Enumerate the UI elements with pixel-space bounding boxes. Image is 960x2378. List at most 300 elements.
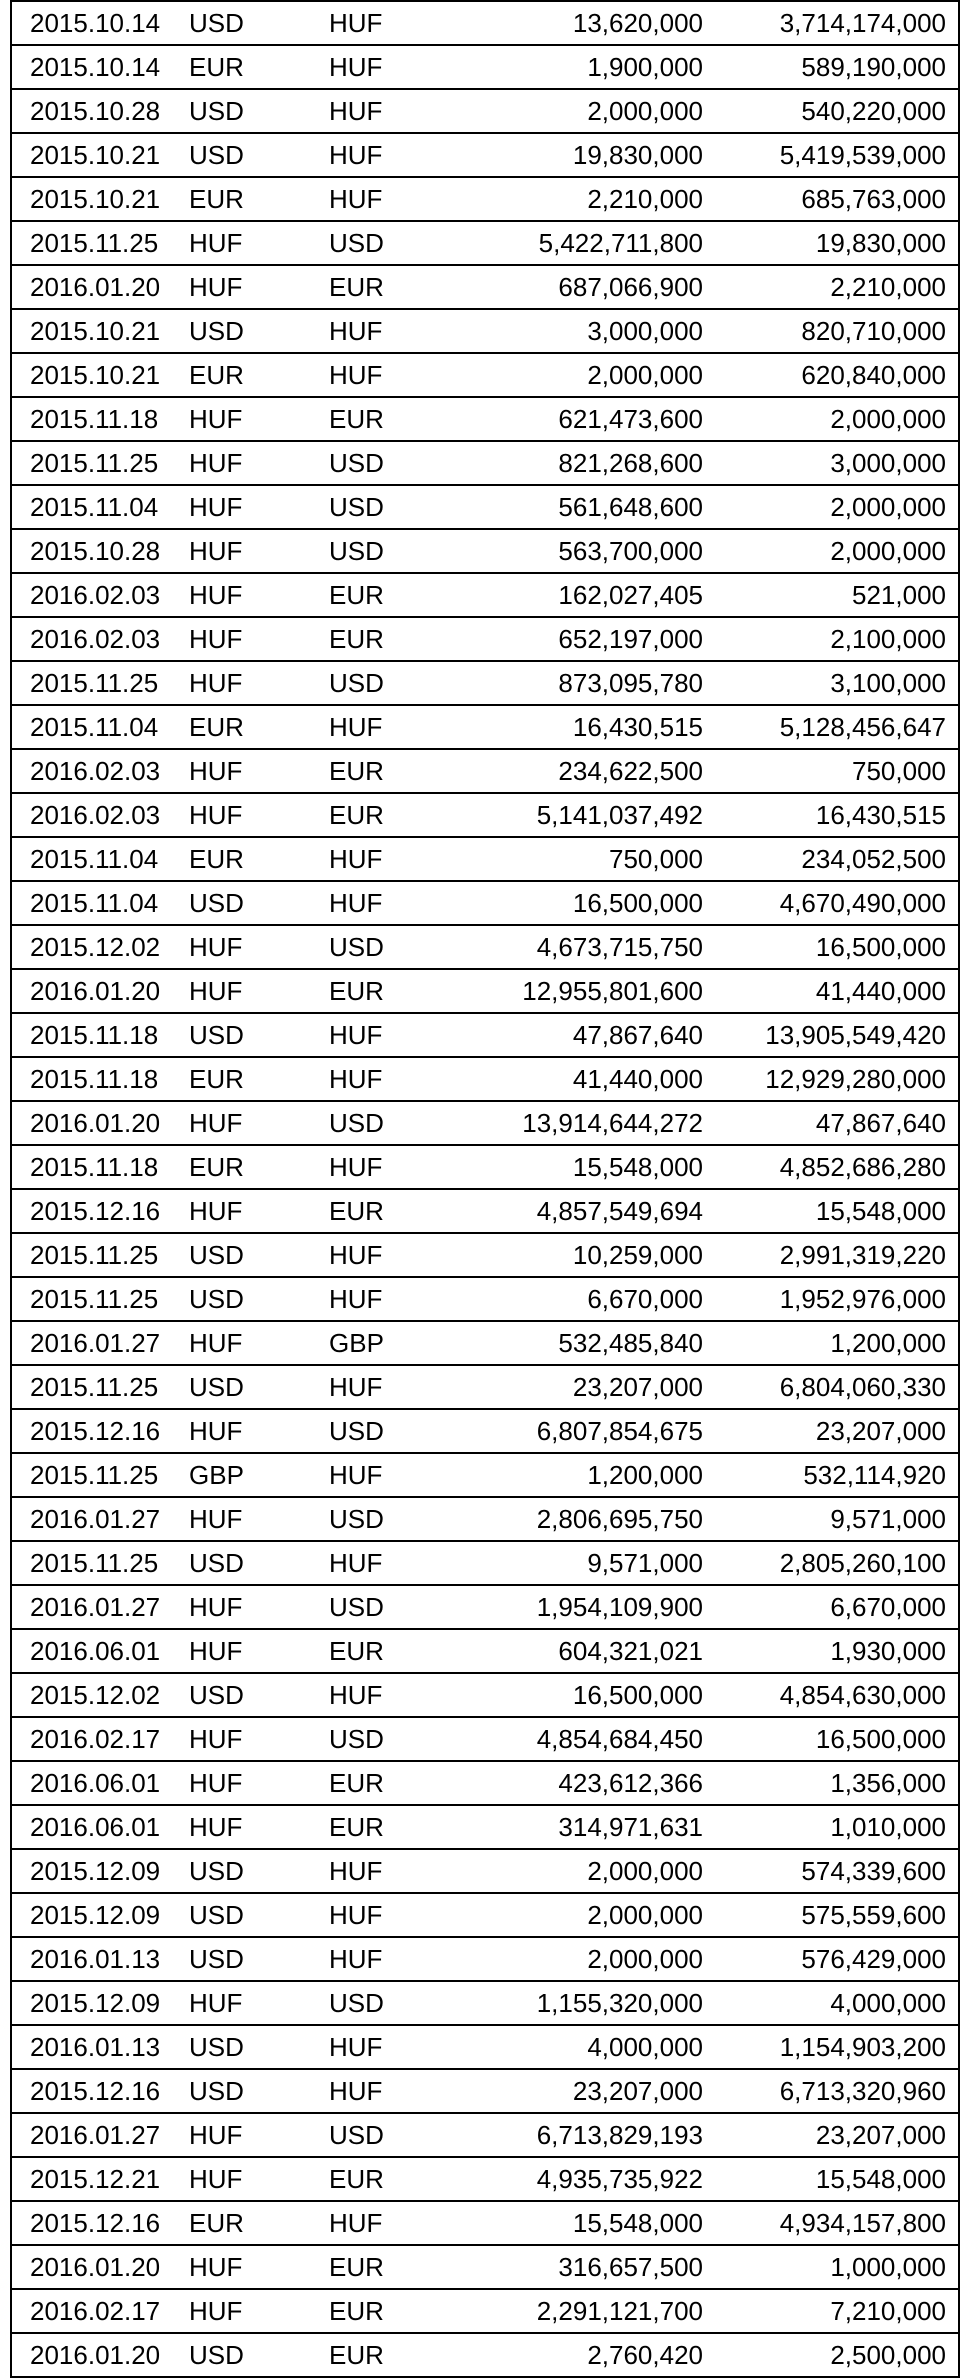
table-row xyxy=(11,2069,959,2113)
table-row xyxy=(11,793,959,837)
date-cell: 2015.11.04 xyxy=(11,881,183,925)
table-row xyxy=(11,1893,959,1937)
table-row xyxy=(11,1761,959,1805)
to-currency-cell: HUF xyxy=(323,309,456,353)
from-currency-cell: EUR xyxy=(183,837,323,881)
table-row xyxy=(11,617,959,661)
date-cell: 2015.11.25 xyxy=(11,661,183,705)
table-row xyxy=(11,177,959,221)
amount-sold-cell: 2,000,000 xyxy=(456,89,717,133)
amount-bought-cell: 540,220,000 xyxy=(717,89,959,133)
table-row xyxy=(11,1673,959,1717)
from-currency-cell: HUF xyxy=(183,1761,323,1805)
to-currency-cell: EUR xyxy=(323,573,456,617)
date-cell: 2015.12.09 xyxy=(11,1981,183,2025)
amount-sold-cell: 6,670,000 xyxy=(456,1277,717,1321)
date-cell: 2016.02.17 xyxy=(11,1717,183,1761)
amount-sold-cell: 687,066,900 xyxy=(456,265,717,309)
to-currency-cell: HUF xyxy=(323,353,456,397)
to-currency-cell: EUR xyxy=(323,2333,456,2377)
table-row xyxy=(11,1,959,45)
to-currency-cell: HUF xyxy=(323,1233,456,1277)
amount-sold-cell: 16,500,000 xyxy=(456,881,717,925)
date-cell: 2015.11.18 xyxy=(11,1013,183,1057)
amount-bought-cell: 2,805,260,100 xyxy=(717,1541,959,1585)
to-currency-cell: EUR xyxy=(323,617,456,661)
amount-bought-cell: 6,713,320,960 xyxy=(717,2069,959,2113)
to-currency-cell: EUR xyxy=(323,265,456,309)
from-currency-cell: HUF xyxy=(183,793,323,837)
amount-sold-cell: 6,713,829,193 xyxy=(456,2113,717,2157)
amount-sold-cell: 4,857,549,694 xyxy=(456,1189,717,1233)
from-currency-cell: USD xyxy=(183,1673,323,1717)
table-row xyxy=(11,1321,959,1365)
date-cell: 2016.01.27 xyxy=(11,1321,183,1365)
amount-bought-cell: 4,852,686,280 xyxy=(717,1145,959,1189)
table-row xyxy=(11,485,959,529)
amount-bought-cell: 2,500,000 xyxy=(717,2333,959,2377)
from-currency-cell: EUR xyxy=(183,353,323,397)
amount-sold-cell: 4,673,715,750 xyxy=(456,925,717,969)
amount-sold-cell: 2,806,695,750 xyxy=(456,1497,717,1541)
from-currency-cell: USD xyxy=(183,1,323,45)
amount-sold-cell: 1,200,000 xyxy=(456,1453,717,1497)
date-cell: 2015.12.16 xyxy=(11,2069,183,2113)
fx-transactions-table xyxy=(10,0,960,2378)
to-currency-cell: HUF xyxy=(323,1937,456,1981)
amount-sold-cell: 15,548,000 xyxy=(456,2201,717,2245)
amount-bought-cell: 521,000 xyxy=(717,573,959,617)
table-row xyxy=(11,1189,959,1233)
from-currency-cell: USD xyxy=(183,1937,323,1981)
from-currency-cell: HUF xyxy=(183,397,323,441)
to-currency-cell: HUF xyxy=(323,2025,456,2069)
from-currency-cell: HUF xyxy=(183,1805,323,1849)
table-row xyxy=(11,45,959,89)
date-cell: 2016.02.17 xyxy=(11,2289,183,2333)
from-currency-cell: USD xyxy=(183,2025,323,2069)
amount-bought-cell: 589,190,000 xyxy=(717,45,959,89)
from-currency-cell: EUR xyxy=(183,1145,323,1189)
date-cell: 2016.01.13 xyxy=(11,1937,183,1981)
amount-sold-cell: 15,548,000 xyxy=(456,1145,717,1189)
to-currency-cell: EUR xyxy=(323,397,456,441)
amount-sold-cell: 4,935,735,922 xyxy=(456,2157,717,2201)
amount-bought-cell: 3,000,000 xyxy=(717,441,959,485)
amount-bought-cell: 820,710,000 xyxy=(717,309,959,353)
to-currency-cell: HUF xyxy=(323,2069,456,2113)
amount-sold-cell: 2,291,121,700 xyxy=(456,2289,717,2333)
to-currency-cell: HUF xyxy=(323,89,456,133)
to-currency-cell: USD xyxy=(323,221,456,265)
to-currency-cell: GBP xyxy=(323,1321,456,1365)
amount-sold-cell: 234,622,500 xyxy=(456,749,717,793)
date-cell: 2015.11.25 xyxy=(11,1233,183,1277)
date-cell: 2015.12.16 xyxy=(11,1409,183,1453)
to-currency-cell: HUF xyxy=(323,133,456,177)
table-row xyxy=(11,89,959,133)
date-cell: 2016.06.01 xyxy=(11,1805,183,1849)
to-currency-cell: EUR xyxy=(323,749,456,793)
to-currency-cell: USD xyxy=(323,2113,456,2157)
table-row xyxy=(11,2289,959,2333)
amount-sold-cell: 2,000,000 xyxy=(456,1849,717,1893)
table-row xyxy=(11,1145,959,1189)
from-currency-cell: HUF xyxy=(183,1497,323,1541)
amount-bought-cell: 1,200,000 xyxy=(717,1321,959,1365)
date-cell: 2015.11.04 xyxy=(11,705,183,749)
amount-bought-cell: 2,000,000 xyxy=(717,397,959,441)
to-currency-cell: HUF xyxy=(323,1277,456,1321)
from-currency-cell: HUF xyxy=(183,485,323,529)
table-row xyxy=(11,1937,959,1981)
amount-sold-cell: 873,095,780 xyxy=(456,661,717,705)
date-cell: 2016.02.03 xyxy=(11,617,183,661)
to-currency-cell: USD xyxy=(323,1981,456,2025)
from-currency-cell: HUF xyxy=(183,2245,323,2289)
amount-sold-cell: 1,900,000 xyxy=(456,45,717,89)
amount-bought-cell: 1,356,000 xyxy=(717,1761,959,1805)
table-row xyxy=(11,353,959,397)
from-currency-cell: HUF xyxy=(183,1189,323,1233)
amount-sold-cell: 652,197,000 xyxy=(456,617,717,661)
table-row xyxy=(11,837,959,881)
amount-bought-cell: 13,905,549,420 xyxy=(717,1013,959,1057)
amount-sold-cell: 12,955,801,600 xyxy=(456,969,717,1013)
amount-bought-cell: 4,854,630,000 xyxy=(717,1673,959,1717)
amount-bought-cell: 234,052,500 xyxy=(717,837,959,881)
table-row xyxy=(11,2245,959,2289)
amount-sold-cell: 3,000,000 xyxy=(456,309,717,353)
from-currency-cell: EUR xyxy=(183,705,323,749)
amount-sold-cell: 5,141,037,492 xyxy=(456,793,717,837)
to-currency-cell: HUF xyxy=(323,1893,456,1937)
to-currency-cell: EUR xyxy=(323,969,456,1013)
date-cell: 2016.01.20 xyxy=(11,2333,183,2377)
to-currency-cell: HUF xyxy=(323,837,456,881)
amount-sold-cell: 162,027,405 xyxy=(456,573,717,617)
to-currency-cell: HUF xyxy=(323,1013,456,1057)
to-currency-cell: HUF xyxy=(323,705,456,749)
date-cell: 2015.12.02 xyxy=(11,1673,183,1717)
date-cell: 2016.02.03 xyxy=(11,749,183,793)
table-row xyxy=(11,661,959,705)
date-cell: 2016.02.03 xyxy=(11,793,183,837)
table-row xyxy=(11,1497,959,1541)
to-currency-cell: EUR xyxy=(323,1805,456,1849)
amount-sold-cell: 23,207,000 xyxy=(456,2069,717,2113)
table-row xyxy=(11,881,959,925)
from-currency-cell: USD xyxy=(183,89,323,133)
to-currency-cell: USD xyxy=(323,1585,456,1629)
from-currency-cell: HUF xyxy=(183,1717,323,1761)
amount-bought-cell: 1,010,000 xyxy=(717,1805,959,1849)
fx-table-body xyxy=(11,1,959,2377)
amount-sold-cell: 423,612,366 xyxy=(456,1761,717,1805)
table-row xyxy=(11,1409,959,1453)
amount-bought-cell: 16,500,000 xyxy=(717,925,959,969)
to-currency-cell: HUF xyxy=(323,1453,456,1497)
amount-sold-cell: 6,807,854,675 xyxy=(456,1409,717,1453)
amount-sold-cell: 19,830,000 xyxy=(456,133,717,177)
amount-sold-cell: 41,440,000 xyxy=(456,1057,717,1101)
date-cell: 2015.11.25 xyxy=(11,1453,183,1497)
amount-bought-cell: 9,571,000 xyxy=(717,1497,959,1541)
date-cell: 2015.12.16 xyxy=(11,2201,183,2245)
table-row xyxy=(11,1277,959,1321)
amount-bought-cell: 620,840,000 xyxy=(717,353,959,397)
table-row xyxy=(11,1541,959,1585)
from-currency-cell: USD xyxy=(183,881,323,925)
amount-bought-cell: 2,100,000 xyxy=(717,617,959,661)
table-row xyxy=(11,925,959,969)
table-row xyxy=(11,2025,959,2069)
from-currency-cell: HUF xyxy=(183,265,323,309)
date-cell: 2015.12.09 xyxy=(11,1893,183,1937)
date-cell: 2016.02.03 xyxy=(11,573,183,617)
date-cell: 2015.12.21 xyxy=(11,2157,183,2201)
date-cell: 2015.12.16 xyxy=(11,1189,183,1233)
date-cell: 2015.10.21 xyxy=(11,133,183,177)
amount-bought-cell: 6,670,000 xyxy=(717,1585,959,1629)
table-row xyxy=(11,1981,959,2025)
amount-sold-cell: 621,473,600 xyxy=(456,397,717,441)
to-currency-cell: HUF xyxy=(323,881,456,925)
amount-sold-cell: 47,867,640 xyxy=(456,1013,717,1057)
table-row xyxy=(11,1233,959,1277)
to-currency-cell: HUF xyxy=(323,1145,456,1189)
amount-bought-cell: 1,930,000 xyxy=(717,1629,959,1673)
date-cell: 2015.11.25 xyxy=(11,1277,183,1321)
to-currency-cell: HUF xyxy=(323,45,456,89)
amount-sold-cell: 750,000 xyxy=(456,837,717,881)
date-cell: 2015.10.14 xyxy=(11,45,183,89)
from-currency-cell: HUF xyxy=(183,1585,323,1629)
date-cell: 2016.01.27 xyxy=(11,2113,183,2157)
date-cell: 2016.01.20 xyxy=(11,265,183,309)
amount-sold-cell: 604,321,021 xyxy=(456,1629,717,1673)
date-cell: 2015.10.21 xyxy=(11,309,183,353)
from-currency-cell: HUF xyxy=(183,441,323,485)
amount-sold-cell: 2,000,000 xyxy=(456,1937,717,1981)
from-currency-cell: HUF xyxy=(183,1629,323,1673)
from-currency-cell: HUF xyxy=(183,1409,323,1453)
date-cell: 2016.01.20 xyxy=(11,1101,183,1145)
to-currency-cell: HUF xyxy=(323,177,456,221)
amount-bought-cell: 19,830,000 xyxy=(717,221,959,265)
to-currency-cell: EUR xyxy=(323,1189,456,1233)
to-currency-cell: USD xyxy=(323,1409,456,1453)
to-currency-cell: USD xyxy=(323,661,456,705)
to-currency-cell: USD xyxy=(323,1101,456,1145)
amount-bought-cell: 23,207,000 xyxy=(717,1409,959,1453)
from-currency-cell: HUF xyxy=(183,573,323,617)
from-currency-cell: EUR xyxy=(183,45,323,89)
table-row xyxy=(11,1365,959,1409)
amount-bought-cell: 2,000,000 xyxy=(717,529,959,573)
to-currency-cell: HUF xyxy=(323,1365,456,1409)
table-row xyxy=(11,573,959,617)
table-row xyxy=(11,705,959,749)
amount-bought-cell: 1,952,976,000 xyxy=(717,1277,959,1321)
to-currency-cell: HUF xyxy=(323,1,456,45)
from-currency-cell: EUR xyxy=(183,2201,323,2245)
amount-bought-cell: 574,339,600 xyxy=(717,1849,959,1893)
from-currency-cell: EUR xyxy=(183,177,323,221)
table-row xyxy=(11,441,959,485)
date-cell: 2015.10.14 xyxy=(11,1,183,45)
table-row xyxy=(11,1849,959,1893)
from-currency-cell: USD xyxy=(183,1893,323,1937)
amount-bought-cell: 7,210,000 xyxy=(717,2289,959,2333)
table-row xyxy=(11,133,959,177)
amount-bought-cell: 2,210,000 xyxy=(717,265,959,309)
amount-sold-cell: 16,430,515 xyxy=(456,705,717,749)
table-row xyxy=(11,1453,959,1497)
date-cell: 2015.10.28 xyxy=(11,89,183,133)
amount-sold-cell: 16,500,000 xyxy=(456,1673,717,1717)
to-currency-cell: HUF xyxy=(323,1849,456,1893)
table-row xyxy=(11,221,959,265)
amount-sold-cell: 314,971,631 xyxy=(456,1805,717,1849)
amount-bought-cell: 12,929,280,000 xyxy=(717,1057,959,1101)
from-currency-cell: USD xyxy=(183,1233,323,1277)
from-currency-cell: USD xyxy=(183,1541,323,1585)
amount-bought-cell: 2,991,319,220 xyxy=(717,1233,959,1277)
table-row xyxy=(11,1101,959,1145)
from-currency-cell: USD xyxy=(183,133,323,177)
table-row xyxy=(11,309,959,353)
from-currency-cell: HUF xyxy=(183,1101,323,1145)
amount-sold-cell: 5,422,711,800 xyxy=(456,221,717,265)
to-currency-cell: EUR xyxy=(323,1761,456,1805)
amount-bought-cell: 575,559,600 xyxy=(717,1893,959,1937)
amount-sold-cell: 2,760,420 xyxy=(456,2333,717,2377)
amount-sold-cell: 9,571,000 xyxy=(456,1541,717,1585)
amount-bought-cell: 15,548,000 xyxy=(717,2157,959,2201)
date-cell: 2016.01.20 xyxy=(11,969,183,1013)
table-row xyxy=(11,2201,959,2245)
table-row xyxy=(11,2157,959,2201)
table-row xyxy=(11,1629,959,1673)
amount-sold-cell: 4,854,684,450 xyxy=(456,1717,717,1761)
table-row xyxy=(11,529,959,573)
to-currency-cell: USD xyxy=(323,485,456,529)
amount-sold-cell: 1,954,109,900 xyxy=(456,1585,717,1629)
from-currency-cell: HUF xyxy=(183,617,323,661)
amount-bought-cell: 1,000,000 xyxy=(717,2245,959,2289)
date-cell: 2016.01.13 xyxy=(11,2025,183,2069)
amount-sold-cell: 23,207,000 xyxy=(456,1365,717,1409)
from-currency-cell: USD xyxy=(183,2069,323,2113)
amount-bought-cell: 6,804,060,330 xyxy=(717,1365,959,1409)
to-currency-cell: USD xyxy=(323,1717,456,1761)
to-currency-cell: HUF xyxy=(323,2201,456,2245)
amount-bought-cell: 576,429,000 xyxy=(717,1937,959,1981)
to-currency-cell: HUF xyxy=(323,1541,456,1585)
to-currency-cell: EUR xyxy=(323,2157,456,2201)
amount-sold-cell: 13,620,000 xyxy=(456,1,717,45)
from-currency-cell: GBP xyxy=(183,1453,323,1497)
amount-sold-cell: 2,000,000 xyxy=(456,353,717,397)
to-currency-cell: EUR xyxy=(323,2245,456,2289)
to-currency-cell: EUR xyxy=(323,793,456,837)
date-cell: 2015.12.02 xyxy=(11,925,183,969)
to-currency-cell: HUF xyxy=(323,1673,456,1717)
amount-bought-cell: 685,763,000 xyxy=(717,177,959,221)
from-currency-cell: HUF xyxy=(183,749,323,793)
from-currency-cell: HUF xyxy=(183,2289,323,2333)
amount-sold-cell: 532,485,840 xyxy=(456,1321,717,1365)
date-cell: 2015.10.28 xyxy=(11,529,183,573)
date-cell: 2015.11.04 xyxy=(11,837,183,881)
from-currency-cell: USD xyxy=(183,1365,323,1409)
from-currency-cell: EUR xyxy=(183,1057,323,1101)
from-currency-cell: USD xyxy=(183,309,323,353)
from-currency-cell: HUF xyxy=(183,2157,323,2201)
from-currency-cell: HUF xyxy=(183,221,323,265)
to-currency-cell: USD xyxy=(323,925,456,969)
from-currency-cell: HUF xyxy=(183,1321,323,1365)
table-row xyxy=(11,1585,959,1629)
table-row xyxy=(11,1805,959,1849)
date-cell: 2015.11.25 xyxy=(11,1541,183,1585)
to-currency-cell: HUF xyxy=(323,1057,456,1101)
amount-sold-cell: 1,155,320,000 xyxy=(456,1981,717,2025)
amount-sold-cell: 561,648,600 xyxy=(456,485,717,529)
date-cell: 2016.06.01 xyxy=(11,1629,183,1673)
date-cell: 2015.11.18 xyxy=(11,397,183,441)
amount-sold-cell: 316,657,500 xyxy=(456,2245,717,2289)
amount-sold-cell: 10,259,000 xyxy=(456,1233,717,1277)
amount-sold-cell: 4,000,000 xyxy=(456,2025,717,2069)
amount-bought-cell: 23,207,000 xyxy=(717,2113,959,2157)
date-cell: 2015.11.18 xyxy=(11,1057,183,1101)
amount-sold-cell: 13,914,644,272 xyxy=(456,1101,717,1145)
amount-bought-cell: 15,548,000 xyxy=(717,1189,959,1233)
amount-bought-cell: 4,934,157,800 xyxy=(717,2201,959,2245)
date-cell: 2015.10.21 xyxy=(11,353,183,397)
to-currency-cell: USD xyxy=(323,529,456,573)
date-cell: 2015.11.25 xyxy=(11,441,183,485)
table-row xyxy=(11,749,959,793)
from-currency-cell: HUF xyxy=(183,1981,323,2025)
from-currency-cell: HUF xyxy=(183,925,323,969)
date-cell: 2016.01.27 xyxy=(11,1585,183,1629)
to-currency-cell: EUR xyxy=(323,1629,456,1673)
amount-bought-cell: 4,000,000 xyxy=(717,1981,959,2025)
amount-bought-cell: 5,419,539,000 xyxy=(717,133,959,177)
to-currency-cell: USD xyxy=(323,1497,456,1541)
table-row xyxy=(11,969,959,1013)
table-row xyxy=(11,2333,959,2377)
from-currency-cell: HUF xyxy=(183,2113,323,2157)
amount-bought-cell: 3,714,174,000 xyxy=(717,1,959,45)
amount-sold-cell: 563,700,000 xyxy=(456,529,717,573)
date-cell: 2016.06.01 xyxy=(11,1761,183,1805)
date-cell: 2015.10.21 xyxy=(11,177,183,221)
amount-bought-cell: 4,670,490,000 xyxy=(717,881,959,925)
from-currency-cell: USD xyxy=(183,1277,323,1321)
amount-bought-cell: 16,500,000 xyxy=(717,1717,959,1761)
to-currency-cell: EUR xyxy=(323,2289,456,2333)
table-row xyxy=(11,2113,959,2157)
table-row xyxy=(11,1057,959,1101)
amount-bought-cell: 41,440,000 xyxy=(717,969,959,1013)
amount-bought-cell: 2,000,000 xyxy=(717,485,959,529)
amount-bought-cell: 3,100,000 xyxy=(717,661,959,705)
from-currency-cell: HUF xyxy=(183,661,323,705)
